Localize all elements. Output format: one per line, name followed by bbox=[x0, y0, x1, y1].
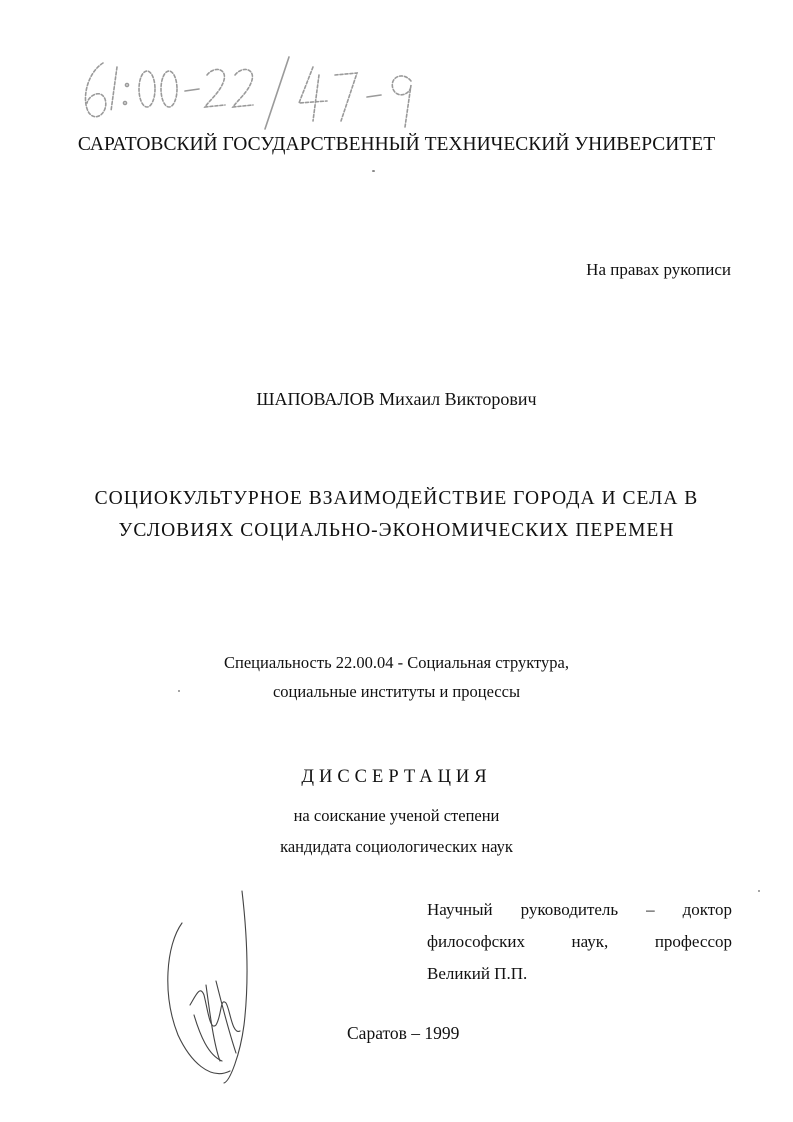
dissertation-title bbox=[0, 483, 793, 547]
dissertation-heading: ДИССЕРТАЦИЯ bbox=[301, 767, 492, 787]
advisor-name: Великий П.П. bbox=[427, 964, 528, 983]
author-name: ШАПОВАЛОВ Михаил Викторович bbox=[256, 389, 537, 409]
scan-speck bbox=[758, 890, 760, 892]
specialty-block bbox=[0, 648, 793, 706]
advisor-line bbox=[427, 894, 732, 926]
degree-block bbox=[0, 800, 793, 862]
advisor-word: доктор bbox=[682, 900, 732, 919]
advisor-word: профессор bbox=[654, 932, 732, 951]
specialty-line: социальные институты и процессы bbox=[272, 682, 521, 701]
city-and-year: Саратов – 1999 bbox=[347, 1023, 460, 1043]
handwritten-signature bbox=[160, 885, 280, 1090]
specialty-line: Специальность 22.00.04 - Социальная структура, bbox=[224, 653, 569, 672]
handwritten-archive-number bbox=[75, 45, 435, 135]
university-name: САРАТОВСКИЙ ГОСУДАРСТВЕННЫЙ ТЕХНИЧЕСКИЙ УНИВЕРСИТЕТ bbox=[77, 134, 716, 155]
title-line: СОЦИОКУЛЬТУРНОЕ ВЗАИМОДЕЙСТВИЕ ГОРОДА И СЕЛА В bbox=[94, 488, 699, 509]
advisor-word: наук, bbox=[571, 932, 609, 951]
advisor-word: Научный bbox=[427, 900, 493, 919]
advisor-word: – bbox=[646, 900, 655, 919]
scientific-advisor-block bbox=[427, 894, 732, 990]
advisor-line bbox=[427, 926, 732, 958]
degree-line: кандидата социологических наук bbox=[280, 837, 513, 856]
advisor-word: руководитель bbox=[520, 900, 619, 919]
scan-speck bbox=[372, 170, 375, 172]
advisor-word: философских bbox=[427, 932, 525, 951]
title-line: УСЛОВИЯХ СОЦИАЛЬНО-ЭКОНОМИЧЕСКИХ ПЕРЕМЕН bbox=[118, 520, 675, 541]
degree-line: на соискание ученой степени bbox=[293, 806, 500, 825]
manuscript-rights-note: На правах рукописи bbox=[586, 260, 731, 279]
